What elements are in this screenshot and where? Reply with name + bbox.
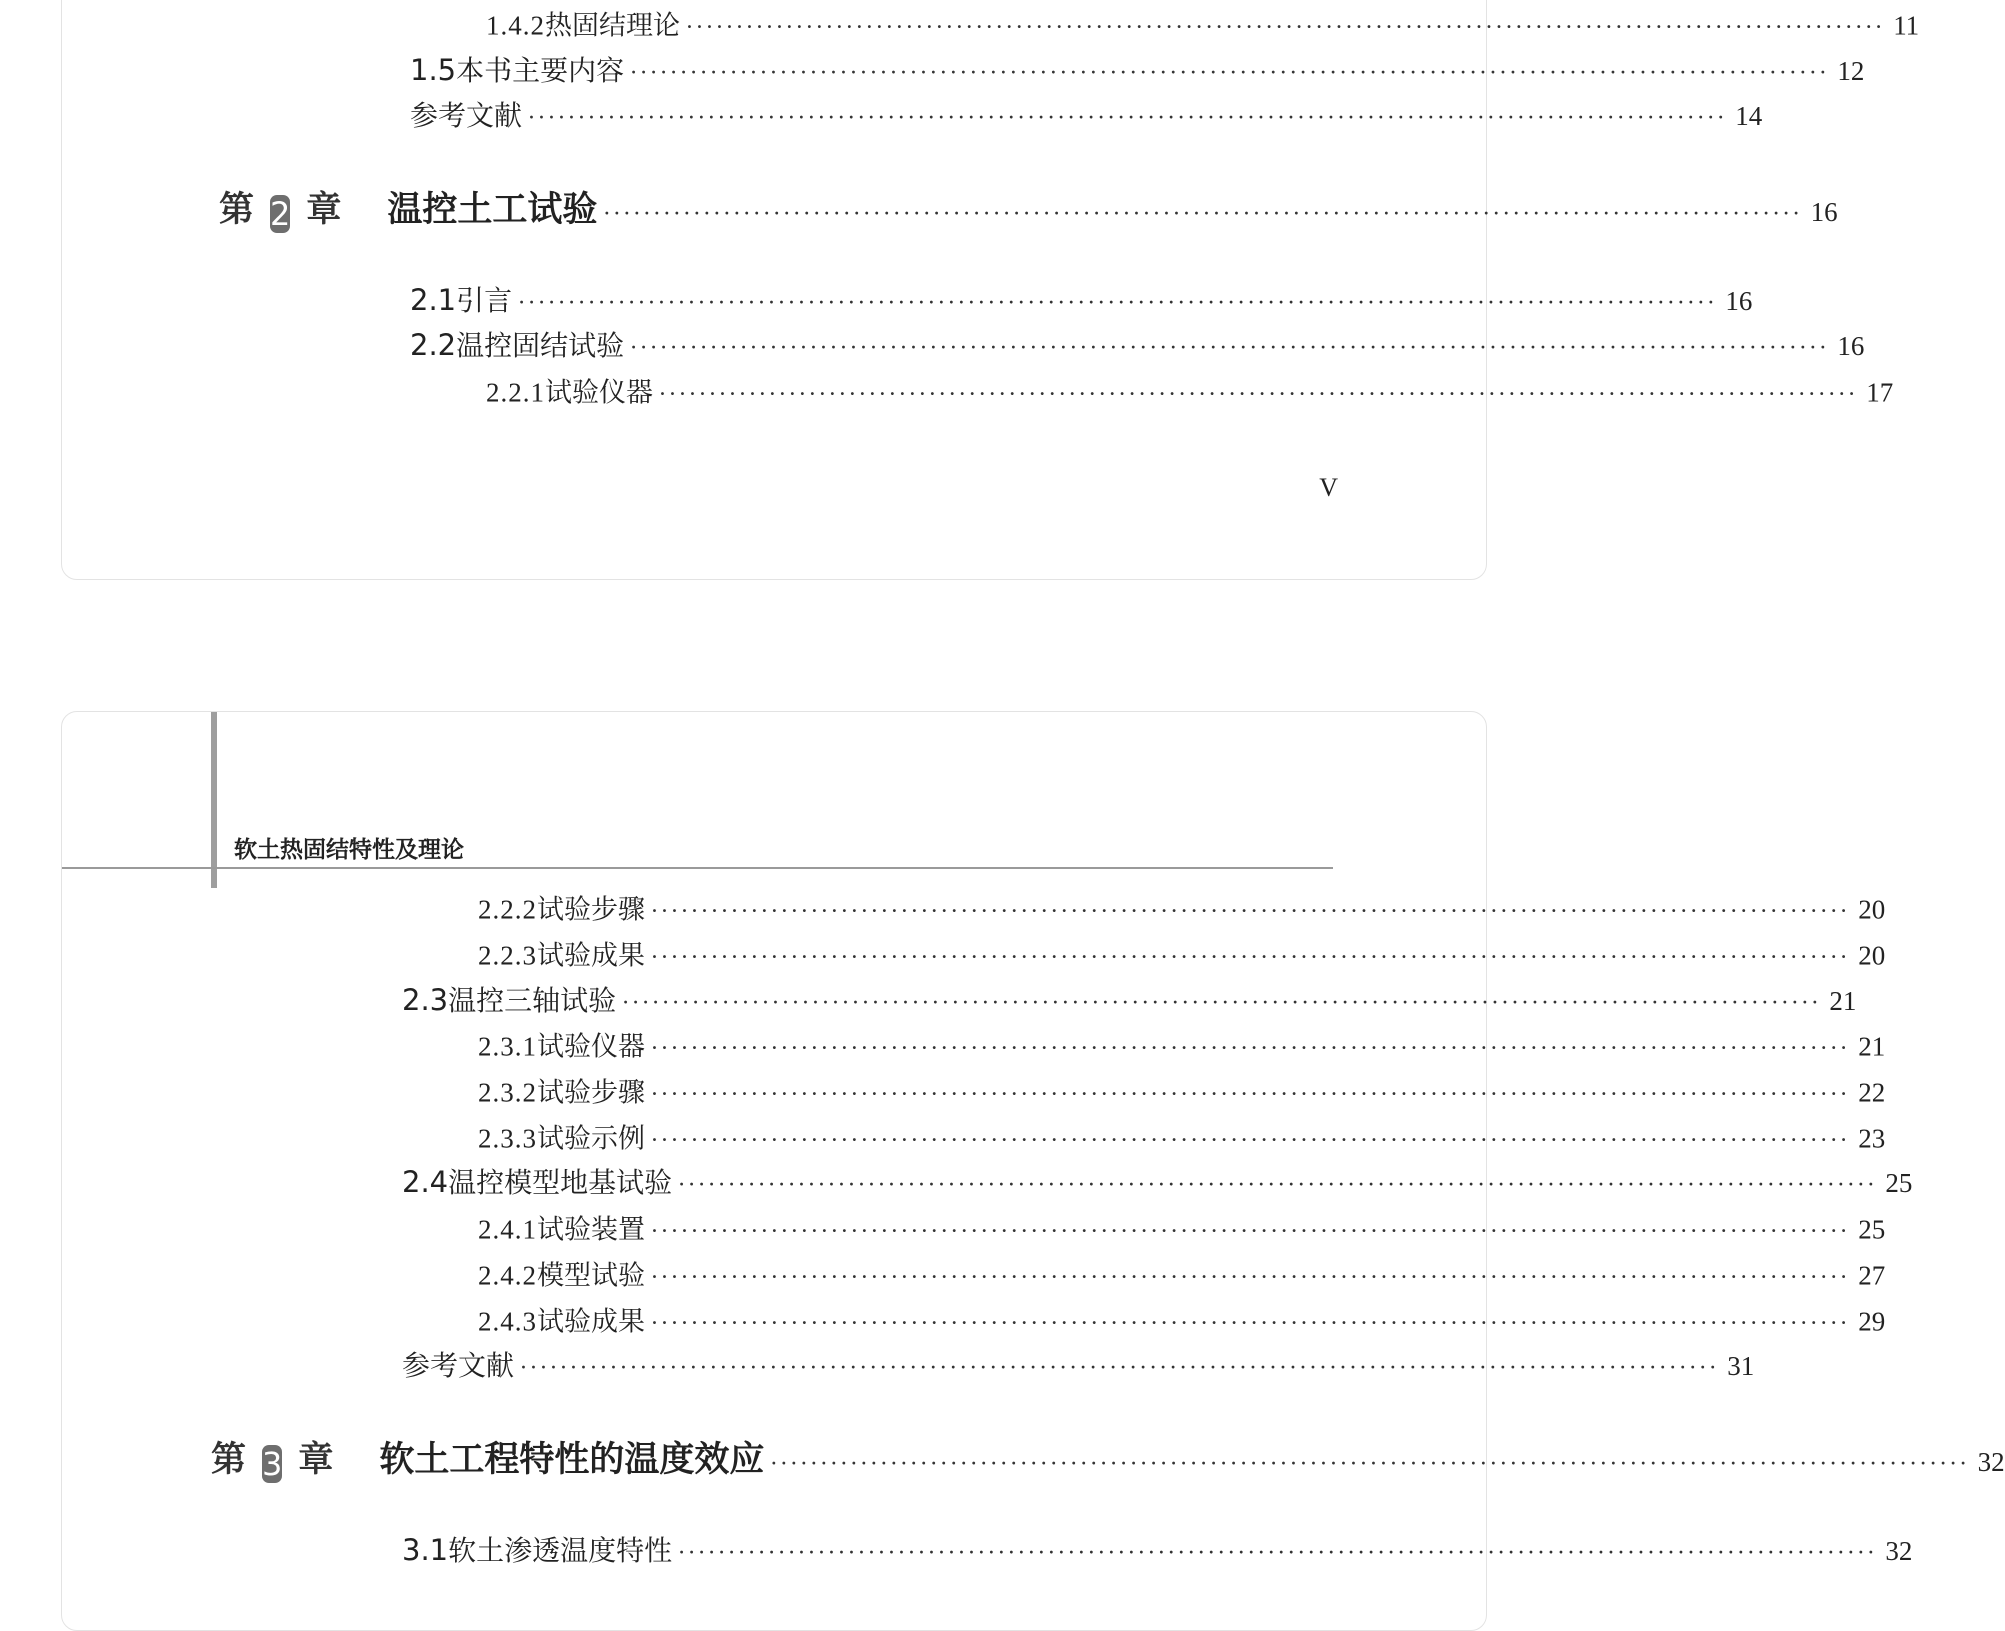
chapter-heading	[219, 182, 1838, 233]
toc-entry-number: 2.4.1	[478, 1214, 537, 1245]
chapter-heading	[211, 1432, 2005, 1483]
toc-entry[interactable]	[478, 1208, 1886, 1247]
toc-entry[interactable]	[478, 1117, 1886, 1156]
toc-entry-page-number: 29	[1858, 1306, 1886, 1337]
toc-entry-title: 试验成果	[537, 940, 645, 972]
toc-entry-number: 2.3.1	[478, 1031, 537, 1062]
chapter-page-number: 16	[1810, 197, 1838, 227]
dot-leader: ························································································································	[630, 336, 1830, 361]
toc-entry-number: 2.3	[402, 983, 449, 1017]
toc-entry-number: 2.1	[410, 283, 457, 317]
toc-entry-title: 温控模型地基试验	[448, 1166, 673, 1199]
toc-entry-title: 热固结理论	[545, 10, 680, 42]
dot-leader: ························································································································	[770, 1452, 1970, 1477]
toc-entry-number: 2.3.3	[478, 1123, 537, 1154]
toc-entry-page-number: 20	[1858, 894, 1886, 925]
dot-leader: ························································································································	[630, 61, 1830, 86]
folio-page-number: V	[1319, 473, 1338, 502]
dot-leader: ························································································································	[520, 1356, 1720, 1381]
toc-page-2	[61, 711, 2005, 1631]
dot-leader: ························································································································	[651, 1128, 1851, 1154]
dot-leader: ························································································································	[659, 382, 1859, 408]
toc-entry-page-number: 21	[1829, 986, 1857, 1016]
toc-entry[interactable]	[478, 1071, 1886, 1110]
dot-leader: ························································································································	[651, 1082, 1851, 1108]
toc-entry-title: 参考文献	[402, 1349, 515, 1382]
running-header-bar	[211, 712, 217, 888]
toc-entry[interactable]	[478, 888, 1886, 927]
toc-entry-title: 试验仪器	[537, 1031, 645, 1063]
toc-entry-number: 2.4	[402, 1165, 449, 1199]
toc-entry-title: 试验示例	[537, 1123, 645, 1155]
toc-entry-page-number: 25	[1885, 1168, 1913, 1198]
dot-leader: ························································································································	[686, 15, 1886, 41]
toc-entry-title: 温控三轴试验	[448, 984, 617, 1017]
toc-entry-title: 本书主要内容	[456, 54, 625, 87]
running-header-title: 软土热固结特性及理论	[234, 837, 464, 863]
toc-entry-page-number: 23	[1858, 1123, 1886, 1154]
toc-entry[interactable]	[402, 1161, 1913, 1201]
toc-entry-number: 2.2.1	[486, 377, 545, 408]
toc-entry-page-number: 16	[1837, 331, 1865, 361]
dot-leader: ························································································································	[651, 945, 1851, 971]
toc-entry[interactable]	[410, 49, 1865, 89]
toc-entry-page-number: 32	[1885, 1536, 1913, 1566]
dot-leader: ························································································································	[651, 1265, 1851, 1291]
toc-entry-number: 3.1	[402, 1533, 449, 1567]
toc-entry[interactable]	[478, 1300, 1886, 1339]
chapter-number-badge: 3	[262, 1445, 283, 1483]
toc-entry-page-number: 14	[1735, 101, 1763, 131]
toc-entry-number: 2.2.2	[478, 894, 537, 925]
dot-leader: ························································································································	[603, 202, 1803, 227]
toc-entry-number: 2.2	[410, 328, 457, 362]
toc-entry-title: 试验步骤	[537, 894, 645, 926]
toc-entry[interactable]	[486, 4, 1920, 43]
toc-entry[interactable]	[402, 979, 1857, 1019]
toc-entry[interactable]	[402, 1344, 1755, 1384]
toc-entry-title: 模型试验	[537, 1260, 645, 1292]
chapter-title: 温控土工试验	[387, 190, 598, 230]
chapter-title: 软土工程特性的温度效应	[379, 1440, 765, 1480]
toc-entry[interactable]	[410, 279, 1753, 319]
dot-leader: ························································································································	[651, 899, 1851, 925]
dot-leader: ························································································································	[678, 1541, 1878, 1566]
toc-page-1	[61, 0, 1920, 580]
toc-entry-page-number: 22	[1858, 1077, 1886, 1108]
toc-entry-page-number: 11	[1893, 10, 1920, 41]
toc-entry-page-number: 25	[1858, 1214, 1886, 1245]
running-header-rule	[62, 867, 1333, 869]
dot-leader: ························································································································	[678, 1173, 1878, 1198]
toc-entry-title: 参考文献	[410, 99, 523, 132]
dot-leader: ························································································································	[651, 1311, 1851, 1337]
chapter-page-number: 32	[1977, 1447, 2005, 1477]
dot-leader: ························································································································	[651, 1219, 1851, 1245]
chapter-suffix: 章	[298, 1440, 334, 1480]
toc-entry-title: 引言	[456, 284, 513, 317]
toc-entry-title: 温控固结试验	[456, 329, 625, 362]
toc-entry-page-number: 16	[1725, 286, 1753, 316]
toc-entry-number: 2.2.3	[478, 940, 537, 971]
toc-entry-page-number: 31	[1727, 1351, 1755, 1381]
toc-entry-page-number: 27	[1858, 1260, 1886, 1291]
toc-entry-title: 软土渗透温度特性	[448, 1534, 673, 1567]
toc-entry-title: 试验步骤	[537, 1077, 645, 1109]
dot-leader: ························································································································	[518, 291, 1718, 316]
toc-entry[interactable]	[410, 94, 1763, 134]
toc-entry-number: 2.4.2	[478, 1260, 537, 1291]
toc-entry-page-number: 20	[1858, 940, 1886, 971]
toc-entry[interactable]	[402, 1529, 1913, 1569]
toc-entry-page-number: 17	[1866, 377, 1894, 408]
toc-entry-title: 试验成果	[537, 1306, 645, 1338]
toc-entry-number: 2.3.2	[478, 1077, 537, 1108]
chapter-prefix: 第	[211, 1440, 247, 1480]
toc-entry-number: 1.4.2	[486, 10, 545, 41]
toc-entry-page-number: 12	[1837, 56, 1865, 86]
toc-entry[interactable]	[478, 934, 1886, 973]
dot-leader: ························································································································	[622, 991, 1822, 1016]
toc-entry[interactable]	[486, 371, 1894, 410]
toc-entry[interactable]	[478, 1025, 1886, 1064]
toc-entry-number: 1.5	[410, 53, 457, 87]
chapter-number-badge: 2	[270, 195, 291, 233]
dot-leader: ························································································································	[528, 106, 1728, 131]
toc-entry-title: 试验装置	[537, 1214, 645, 1246]
toc-entry[interactable]	[478, 1254, 1886, 1293]
chapter-prefix: 第	[219, 190, 255, 230]
toc-entry-title: 试验仪器	[545, 377, 653, 409]
dot-leader: ························································································································	[651, 1036, 1851, 1062]
toc-entry-page-number: 21	[1858, 1031, 1886, 1062]
toc-entry-number: 2.4.3	[478, 1306, 537, 1337]
toc-entry[interactable]	[410, 324, 1865, 364]
chapter-suffix: 章	[306, 190, 342, 230]
